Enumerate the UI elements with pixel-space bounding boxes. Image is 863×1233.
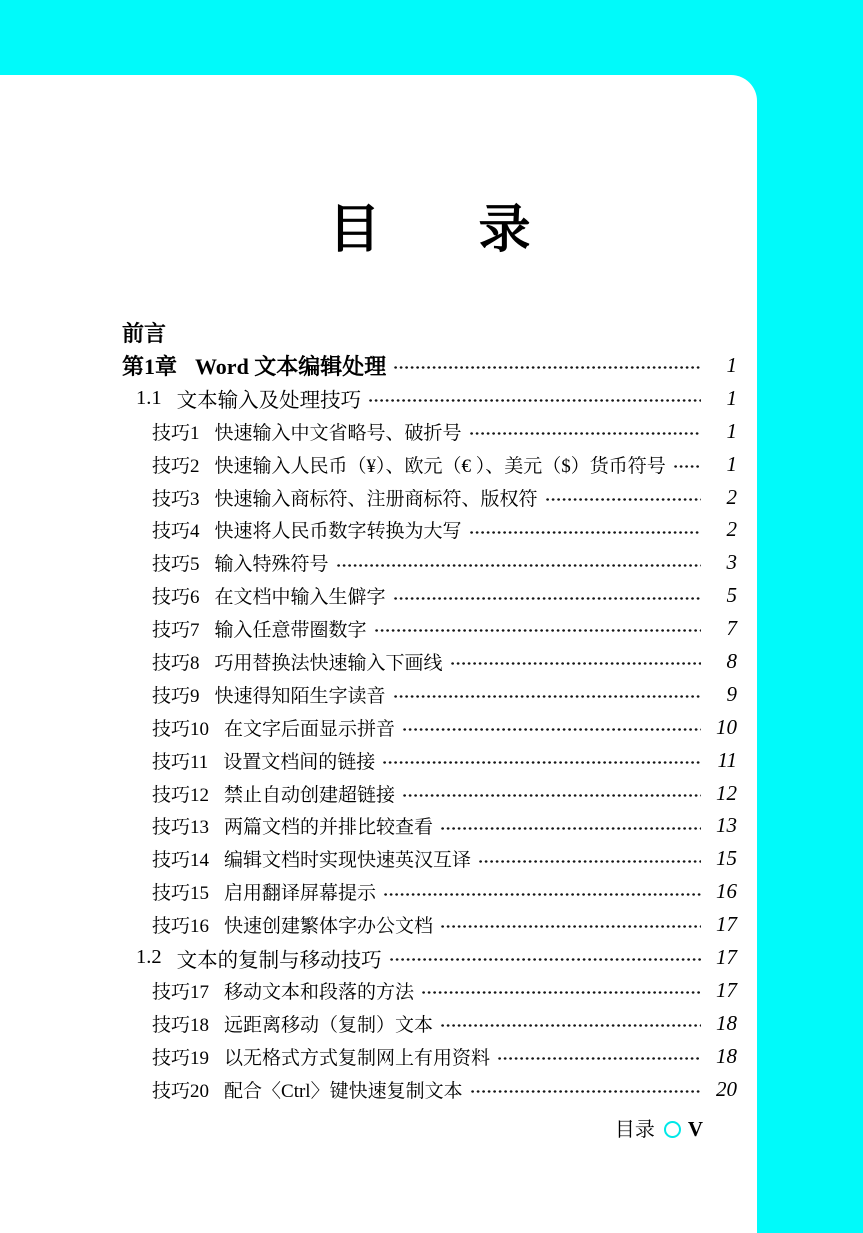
footer-section-label: 目录 — [614, 1118, 655, 1141]
toc-entry-label: 技巧17 — [152, 981, 210, 1003]
toc-entry-label: 技巧15 — [152, 883, 210, 905]
dot-leader — [479, 860, 701, 863]
toc-entry-page: 12 — [716, 780, 737, 805]
toc-entry-page: 1 — [726, 418, 737, 443]
dot-leader — [383, 761, 701, 764]
dot-leader — [375, 629, 701, 632]
dot-leader — [441, 1024, 701, 1027]
toc-entry-tip — [122, 777, 737, 810]
toc-entry-section — [122, 382, 737, 415]
toc-entry-title: 启用翻译屏幕提示 — [224, 883, 377, 905]
toc-entry-tip — [122, 810, 737, 843]
toc-entry-tip — [122, 612, 737, 645]
toc-entry-label: 技巧16 — [152, 916, 210, 938]
toc-entry-tip — [122, 579, 737, 612]
dot-leader — [441, 827, 701, 830]
toc-entry-page: 18 — [716, 1043, 737, 1068]
dot-leader — [546, 498, 701, 501]
toc-entry-page: 17 — [716, 945, 737, 970]
dot-leader — [422, 991, 701, 994]
toc-entry-label: 技巧7 — [152, 620, 200, 642]
toc-entry-tip — [122, 1073, 737, 1106]
toc-entry-label: 技巧4 — [152, 521, 200, 543]
toc-entry-tip — [122, 974, 737, 1007]
page-title-char-2: 录 — [478, 202, 531, 259]
toc-entry-label: 技巧1 — [152, 422, 200, 444]
toc-entry-label: 技巧14 — [152, 850, 210, 872]
toc-entry-label: 前言 — [122, 321, 167, 347]
toc-entry-label: 技巧11 — [152, 751, 209, 773]
toc-entry-title: 远距离移动（复制）文本 — [224, 1014, 434, 1036]
toc-entry-label: 技巧12 — [152, 784, 210, 806]
toc-entry-title: 编辑文档时实现快速英汉互译 — [224, 850, 472, 872]
toc-entry-title: 两篇文档的并排比较查看 — [224, 817, 434, 839]
dot-leader — [394, 597, 701, 600]
toc-entry-label: 技巧5 — [152, 554, 200, 576]
toc-entry-tip — [122, 744, 737, 777]
dot-leader — [390, 958, 701, 961]
dot-leader — [470, 531, 701, 534]
dot-leader — [403, 794, 701, 797]
toc-entry-title: 快速得知陌生字读音 — [214, 685, 386, 707]
toc-entry-tip — [122, 645, 737, 678]
toc-entry-title: 设置文档间的链接 — [223, 751, 376, 773]
footer-page-number: V — [687, 1117, 703, 1141]
toc-entry-page: 1 — [726, 352, 737, 377]
dot-leader — [441, 925, 701, 928]
toc-page — [0, 75, 757, 1233]
toc-entry-title: 快速将人民币数字转换为大写 — [214, 521, 462, 543]
toc-entry-label: 技巧3 — [152, 488, 200, 510]
toc-entry-tip — [122, 1007, 737, 1040]
toc-entry-page: 7 — [726, 616, 737, 641]
toc-entry-title: 移动文本和段落的方法 — [224, 981, 415, 1003]
page-title — [122, 75, 737, 259]
toc-entry-label: 技巧2 — [152, 455, 200, 477]
toc-entry-tip — [122, 711, 737, 744]
toc-entry-label: 技巧19 — [152, 1047, 210, 1069]
toc-entry-title: 输入特殊符号 — [214, 554, 329, 576]
dot-leader — [394, 695, 701, 698]
toc-entry-tip — [122, 514, 737, 547]
toc-entry-page: 5 — [726, 583, 737, 608]
toc-entry-title: 输入任意带圈数字 — [214, 620, 367, 642]
toc-entry-label: 技巧8 — [152, 653, 200, 674]
toc-entry-label: 技巧13 — [152, 817, 210, 839]
page-footer — [615, 1119, 703, 1140]
dot-leader — [470, 432, 701, 435]
page-title-char-1: 目 — [328, 202, 381, 259]
dot-leader — [337, 564, 701, 567]
page-content — [0, 75, 757, 1106]
dot-leader — [369, 399, 701, 402]
toc-entry-page: 2 — [726, 517, 737, 542]
toc-entry-page: 17 — [716, 977, 737, 1002]
toc-entry-tip — [122, 842, 737, 875]
toc-entry-title: 快速输入中文省略号、破折号 — [214, 422, 462, 444]
toc-entry-title: 快速输入商标符、注册商标符、版权符 — [214, 488, 538, 510]
toc-entry-page: 18 — [716, 1010, 737, 1035]
toc-entry-page: 11 — [717, 747, 737, 772]
dot-leader — [674, 465, 701, 468]
toc-entry-title: 快速输入人民币（¥）、欧元（€ ）、美元（$）货币符号 — [214, 455, 666, 477]
toc-entry-title: 以无格式方式复制网上有用资料 — [224, 1047, 491, 1069]
toc-entry-section — [122, 941, 737, 974]
dot-leader — [403, 728, 701, 731]
toc-entry-title: 巧用替换法快速输入下画线 — [214, 653, 443, 674]
toc-entry-title: 在文字后面显示拼音 — [224, 718, 396, 740]
dot-leader — [451, 662, 701, 665]
dot-leader — [498, 1057, 701, 1060]
toc-entry-tip — [122, 678, 737, 711]
toc-entry-title: 快速创建繁体字办公文档 — [224, 916, 434, 938]
toc-entry-page: 1 — [726, 385, 737, 410]
toc-entry-page: 3 — [726, 550, 737, 575]
toc-entry-label: 技巧10 — [152, 718, 210, 740]
toc-entry-tip — [122, 875, 737, 908]
toc-entry-label: 1.1 — [136, 386, 162, 409]
toc-entry-tip — [122, 1040, 737, 1073]
toc-entry-page: 17 — [716, 912, 737, 937]
dot-leader — [384, 893, 701, 896]
circle-ornament-icon — [664, 1121, 681, 1138]
toc-entry-page: 8 — [726, 649, 737, 673]
dot-leader — [471, 1090, 701, 1093]
toc-entry-chapter — [122, 349, 737, 382]
toc-entry-label: 1.2 — [136, 946, 162, 969]
toc-entry-tip — [122, 546, 737, 579]
toc-entry-title: 配合〈Ctrl〉键快速复制文本 — [224, 1080, 463, 1102]
toc-entry-page: 10 — [716, 714, 737, 739]
toc-entry-tip — [122, 481, 737, 514]
toc-entry-tip — [122, 448, 737, 481]
toc-entry-title: 禁止自动创建超链接 — [224, 784, 396, 806]
toc-entry-label: 第1章 — [122, 353, 178, 379]
toc-entry-page: 20 — [716, 1076, 737, 1101]
toc-entry-page: 2 — [726, 484, 737, 509]
toc-entry-page: 9 — [726, 681, 737, 706]
toc-entry-label: 技巧20 — [152, 1080, 210, 1102]
toc-entry-title: Word 文本编辑处理 — [195, 353, 387, 379]
toc-entry-tip — [122, 908, 737, 941]
toc-entry-label: 技巧9 — [152, 685, 200, 707]
toc-entry-label: 技巧18 — [152, 1014, 210, 1036]
toc-entry-page: 15 — [716, 846, 737, 871]
toc-entry-page: 16 — [716, 879, 737, 904]
toc-entry-page: 1 — [726, 451, 737, 476]
toc-entry-tip — [122, 415, 737, 448]
toc-entry-title: 文本输入及处理技巧 — [176, 390, 362, 413]
toc-entry-title: 文本的复制与移动技巧 — [176, 949, 382, 972]
toc-entry-title: 在文档中输入生僻字 — [214, 587, 386, 609]
toc-entry-label: 技巧6 — [152, 587, 200, 609]
toc-list — [122, 316, 737, 1105]
toc-entry-page: 13 — [716, 813, 737, 838]
dot-leader — [394, 366, 701, 369]
toc-entry-preface — [122, 316, 737, 349]
